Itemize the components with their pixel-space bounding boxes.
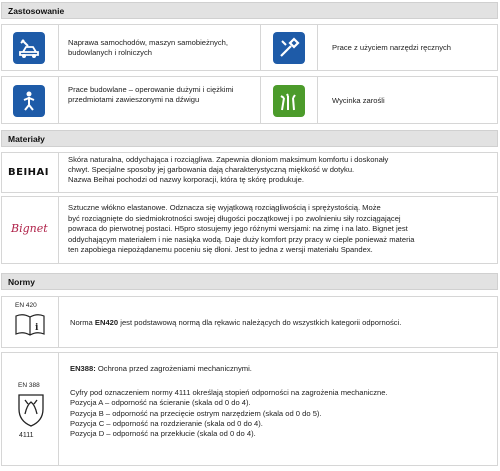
beihai-logo: BEIHAI bbox=[8, 167, 50, 178]
hand-tool-icon bbox=[273, 32, 305, 64]
section-title: Zastosowanie bbox=[8, 5, 65, 16]
en420-label: EN 420 bbox=[15, 302, 37, 309]
svg-text:i: i bbox=[35, 323, 39, 333]
section-header-materialy bbox=[1, 130, 498, 147]
material-row-bignet bbox=[1, 196, 498, 264]
section-header-zastosowanie bbox=[1, 2, 498, 19]
section-header-normy bbox=[1, 273, 498, 290]
en388-code: 4111 bbox=[19, 432, 34, 439]
material-description: Skóra naturalna, oddychająca i rozciągliwa. Zapewnia dłoniom maksimum komfortu i doskonały chwyt. Specjalne sposoby jej garbowania dają charakterystyczną miękkość w dotyku. Nazwa Beihai pochodzi od nazwy korporacji, która tę skórę produkuje. bbox=[68, 155, 389, 184]
material-description: Sztuczne włókno elastanowe. Odznacza się wyjątkową rozciągliwością i sprężystością. Może być rozciągnięte do siedmiokrotności swojej długości początkowej i po zwolnieniu siły rozciągającej powraca do pierwotnej postaci. H5pro stosujemy jego różnymi wersjami: na zimę i na lato. Bignet jest oddychającym materiałem i nie nasiąka wodą. Daje duży komfort przy pracy w cieple ponieważ materia ten zapobiega niepożądanemu poceniu się dłoni. Jest to jedna z wersji materiału Spandex. bbox=[68, 203, 415, 254]
application-text: Prace z użyciem narzędzi ręcznych bbox=[332, 43, 452, 52]
lifting-icon bbox=[13, 85, 45, 117]
mechanical-hazard-shield-icon bbox=[15, 392, 47, 428]
application-row-1 bbox=[1, 24, 498, 71]
application-text: Prace budowlane – operowanie dużymi i ciężkimi przedmiotami zawieszonymi na dźwigu bbox=[68, 85, 234, 104]
norm-row-en420 bbox=[1, 296, 498, 348]
en388-title: EN388: Ochrona przed zagrożeniami mechanicznymi. bbox=[70, 364, 252, 373]
en420-description: Norma EN420 jest podstawową normą dla rękawic należących do wszystkich kategorii odporności. bbox=[70, 318, 402, 327]
application-text: Wycinka zarośli bbox=[332, 96, 385, 105]
application-text: Naprawa samochodów, maszyn samobieżnych, budowlanych i rolniczych bbox=[68, 38, 228, 57]
en388-description: Cyfry pod oznaczeniem normy 4111 określają stopień odporności na zagrożenia mechaniczne. Pozycja A – odporność na ścieranie (skala od 0 do 4). Pozycja B – odporność na przecięcie ostrym narzędziem (skala od 0 do 5). Pozycja C – odporność na rozdzieranie (skala od 0 do 4). Pozycja D – odporność na przekłucie (skala od 0 do 4). bbox=[70, 388, 388, 439]
section-title: Normy bbox=[8, 276, 35, 287]
norm-row-en388 bbox=[1, 352, 498, 466]
en388-label: EN 388 bbox=[18, 382, 40, 389]
application-row-2 bbox=[1, 76, 498, 124]
car-repair-icon bbox=[13, 32, 45, 64]
section-title: Materiały bbox=[8, 133, 45, 144]
brush-icon bbox=[273, 85, 305, 117]
material-row-beihai bbox=[1, 152, 498, 193]
bignet-logo: Bignet bbox=[11, 222, 48, 235]
info-book-icon bbox=[14, 312, 46, 338]
